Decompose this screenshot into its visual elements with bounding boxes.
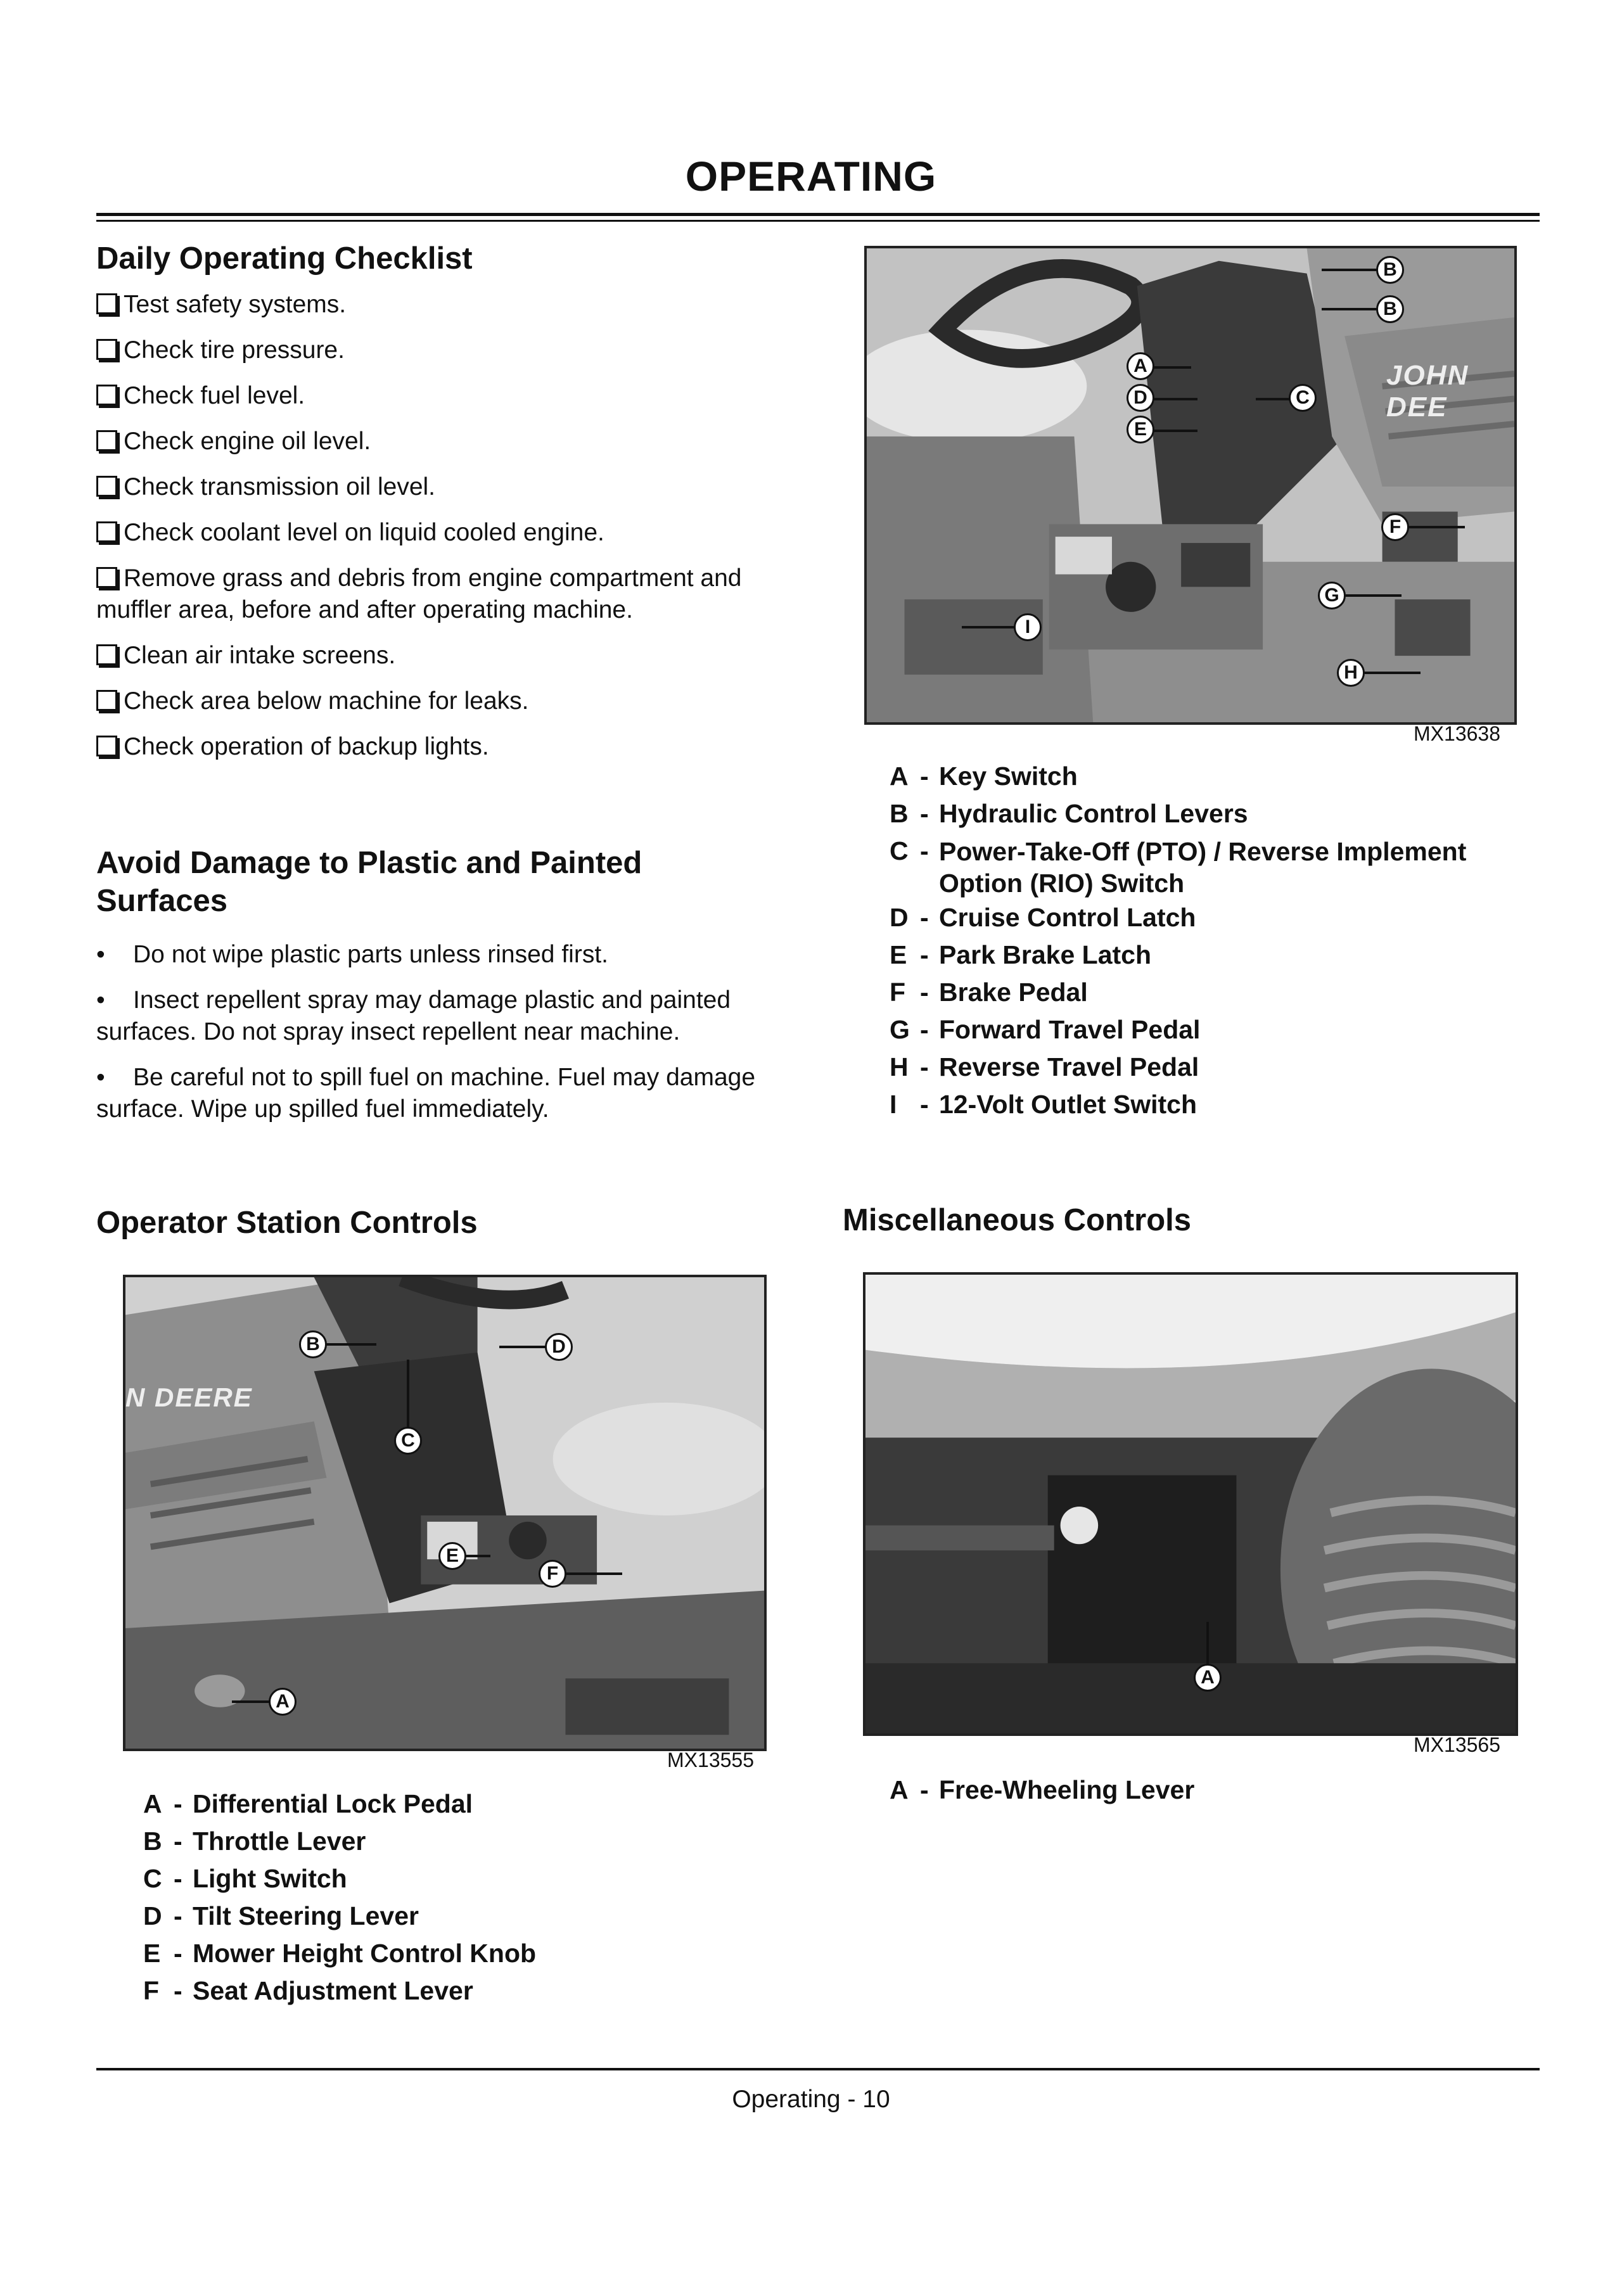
callout-c: C: [1289, 384, 1317, 412]
callout-e: E: [1127, 416, 1154, 443]
legend-row: F - Brake Pedal: [890, 978, 1088, 1007]
legend-row: D - Tilt Steering Lever: [143, 1901, 419, 1930]
checklist-item: Check transmission oil level.: [96, 471, 787, 503]
legend-row: G - Forward Travel Pedal: [890, 1015, 1201, 1044]
figure-code: MX13565: [1414, 1733, 1500, 1756]
legend-row: F - Seat Adjustment Lever: [143, 1976, 473, 2005]
callout-b: B: [1376, 295, 1404, 323]
legend-row: A - Differential Lock Pedal: [143, 1789, 473, 1818]
legend-row: I - 12-Volt Outlet Switch: [890, 1090, 1197, 1119]
checklist-item: Check area below machine for leaks.: [96, 686, 787, 717]
callout-f: F: [1381, 513, 1409, 541]
checkbox-icon[interactable]: [96, 339, 117, 360]
page-title: OPERATING: [685, 153, 937, 200]
list-item: • Do not wipe plastic parts unless rinsed first.: [96, 939, 787, 971]
figure-code: MX13638: [1414, 722, 1500, 745]
callout-h: H: [1337, 659, 1365, 687]
avoid-damage-heading: Avoid Damage to Plastic and Painted Surfaces: [96, 846, 642, 918]
figure-dashboard-controls: [864, 246, 1517, 725]
avoid-damage-list: [96, 939, 787, 1139]
misc-controls-heading: Miscellaneous Controls: [843, 1203, 1192, 1237]
checkbox-icon[interactable]: [96, 736, 117, 756]
checkbox-icon[interactable]: [96, 385, 117, 405]
checklist-item: Test safety systems.: [96, 289, 787, 321]
undercarriage-photo-illustration: [865, 1275, 1516, 1733]
legend-row: A - Free-Wheeling Lever: [890, 1775, 1195, 1804]
callout-c: C: [394, 1427, 422, 1455]
checkbox-icon[interactable]: [96, 293, 117, 314]
figure-operator-station: [123, 1275, 767, 1751]
callout-g: G: [1318, 582, 1346, 609]
bullet-icon: •: [96, 1064, 105, 1091]
legend-row: E - Park Brake Latch: [890, 940, 1152, 969]
legend-dashboard-controls: [890, 758, 1523, 1123]
brand-decal: N DEERE: [125, 1382, 253, 1412]
list-item: • Be careful not to spill fuel on machine. Fuel may damage surface. Wipe up spilled fuel immediately.: [96, 1062, 787, 1125]
title-double-rule: [96, 213, 1540, 224]
legend-row: B - Throttle Lever: [143, 1827, 366, 1856]
callout-f: F: [539, 1560, 566, 1588]
callout-e: E: [438, 1542, 466, 1570]
legend-row: D - Cruise Control Latch: [890, 903, 1196, 932]
checkbox-icon[interactable]: [96, 476, 117, 497]
footer-rule: [96, 2068, 1540, 2070]
callout-d: D: [545, 1333, 573, 1361]
figure-code: MX13555: [667, 1749, 754, 1771]
checklist-item: Remove grass and debris from engine compartment and muffler area, before and after operating machine.: [96, 564, 742, 623]
legend-row: E - Mower Height Control Knob: [143, 1939, 537, 1968]
checkbox-icon[interactable]: [96, 521, 117, 542]
operator-station-heading: Operator Station Controls: [96, 1206, 478, 1240]
callout-a: A: [1127, 352, 1154, 380]
legend-row: C - Power-Take-Off (PTO) / Reverse Implement Option (RIO) Switch: [890, 836, 1467, 898]
legend-row: B - Hydraulic Control Levers: [890, 799, 1248, 828]
checkbox-icon[interactable]: [96, 644, 117, 665]
page-number: Operating - 10: [732, 2086, 890, 2113]
callout-b: B: [299, 1330, 327, 1358]
callout-a: A: [1194, 1664, 1222, 1692]
checklist-item: Check tire pressure.: [96, 335, 787, 366]
legend-row: H - Reverse Travel Pedal: [890, 1052, 1199, 1081]
checklist-item: Check fuel level.: [96, 380, 787, 412]
figure-misc-controls: [863, 1272, 1518, 1736]
bullet-icon: •: [96, 986, 105, 1014]
checklist-item: Check operation of backup lights.: [96, 731, 787, 763]
legend-row: C - Light Switch: [143, 1864, 347, 1893]
operator-station-photo-illustration: [125, 1277, 764, 1749]
dashboard-photo-illustration: [867, 248, 1514, 722]
callout-d: D: [1127, 384, 1154, 412]
checklist-heading: Daily Operating Checklist: [96, 241, 473, 276]
brand-decal: JOHN DEE: [1386, 360, 1469, 423]
list-item: • Insect repellent spray may damage plastic and painted surfaces. Do not spray insect repellent near machine.: [96, 985, 787, 1048]
legend-operator-station: [143, 1785, 777, 2010]
daily-checklist: [96, 289, 787, 777]
checkbox-icon[interactable]: [96, 690, 117, 711]
callout-a: A: [269, 1688, 297, 1716]
bullet-icon: •: [96, 941, 105, 968]
checklist-item: Check engine oil level.: [96, 426, 787, 457]
legend-misc-controls: [890, 1771, 1523, 1809]
checklist-item: Clean air intake screens.: [96, 640, 787, 672]
checkbox-icon[interactable]: [96, 567, 117, 588]
checkbox-icon[interactable]: [96, 430, 117, 451]
callout-b: B: [1376, 256, 1404, 284]
checklist-item: Check coolant level on liquid cooled engine.: [96, 517, 787, 549]
callout-i: I: [1014, 613, 1042, 641]
legend-row: A - Key Switch: [890, 762, 1078, 791]
